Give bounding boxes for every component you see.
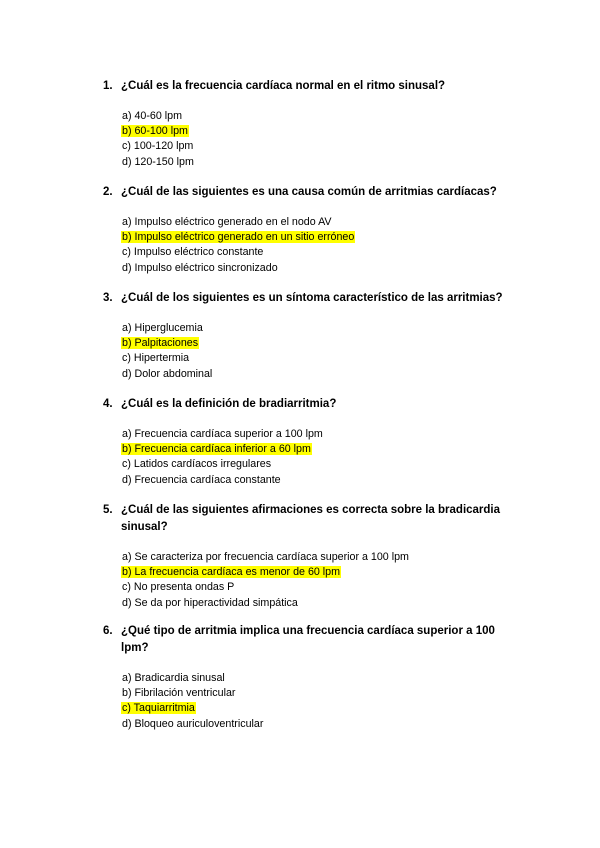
answer-option-text: a) Hiperglucemia — [122, 322, 203, 334]
answer-option-text: b) Impulso eléctrico generado en un sitio erróneo — [122, 231, 355, 244]
answer-option-text: d) Dolor abdominal — [122, 367, 213, 380]
answer-option-text: b) 60-100 lpm — [122, 125, 188, 138]
question-number: 1. — [103, 80, 113, 92]
question-number: 5. — [103, 504, 113, 516]
answer-option-highlighted — [121, 336, 523, 351]
answer-option-highlighted — [121, 565, 523, 580]
question-text: ¿Cuál de las siguientes es una causa común de arritmias cardíacas? — [121, 186, 497, 198]
answer-option-text: a) Se caracteriza por frecuencia cardíaca superior a 100 lpm — [122, 551, 409, 563]
answer-option-text: d) Se da por hiperactividad simpática — [122, 596, 298, 609]
question-heading — [103, 502, 523, 536]
question-text: ¿Cuál de los siguientes es un síntoma característico de las arritmias? — [121, 292, 503, 304]
question-number: 4. — [103, 398, 113, 410]
answer-option-text: c) 100-120 lpm — [122, 140, 194, 153]
answer-option-highlighted — [121, 442, 523, 457]
answer-options — [121, 109, 523, 170]
answer-option — [121, 671, 523, 686]
answer-option — [121, 596, 523, 611]
answer-options — [121, 427, 523, 488]
question-number: 2. — [103, 186, 113, 198]
answer-option-text: d) 120-150 lpm — [122, 155, 194, 168]
question-heading — [103, 78, 523, 95]
answer-option-text: c) Hipertermia — [122, 352, 190, 365]
answer-option — [121, 367, 523, 382]
question-text: ¿Cuál es la definición de bradiarritmia? — [121, 398, 337, 410]
answer-options — [121, 321, 523, 382]
question-2 — [103, 184, 523, 276]
answer-option — [121, 427, 523, 442]
question-text: ¿Qué tipo de arritmia implica una frecuencia cardíaca superior a 100 lpm? — [121, 625, 495, 654]
question-number: 3. — [103, 292, 113, 304]
question-text: ¿Cuál de las siguientes afirmaciones es correcta sobre la bradicardia sinusal? — [121, 504, 501, 533]
answer-option — [121, 717, 523, 732]
answer-option-text: d) Frecuencia cardíaca constante — [122, 473, 281, 486]
answer-option-text: a) 40-60 lpm — [122, 110, 182, 122]
question-heading — [103, 623, 523, 657]
answer-option-text: a) Impulso eléctrico generado en el nodo AV — [122, 216, 332, 228]
answer-option — [121, 457, 523, 472]
question-heading — [103, 290, 523, 307]
answer-option-text: a) Bradicardia sinusal — [122, 672, 225, 684]
answer-option-text: c) Taquiarritmia — [122, 702, 195, 715]
answer-option-text: a) Frecuencia cardíaca superior a 100 lpm — [122, 428, 323, 440]
answer-option — [121, 580, 523, 595]
answer-option-text: d) Bloqueo auriculoventricular — [122, 717, 264, 730]
question-4 — [103, 396, 523, 488]
question-heading — [103, 184, 523, 201]
answer-option-highlighted — [121, 701, 523, 716]
answer-options — [121, 671, 523, 732]
answer-option-text: b) Fibrilación ventricular — [122, 687, 236, 700]
question-6 — [103, 623, 523, 732]
question-heading — [103, 396, 523, 413]
answer-option — [121, 245, 523, 260]
question-1 — [103, 78, 523, 170]
answer-option — [121, 155, 523, 170]
question-3 — [103, 290, 523, 382]
question-5 — [103, 502, 523, 611]
answer-option-text: c) Latidos cardíacos irregulares — [122, 458, 272, 471]
answer-option — [121, 351, 523, 366]
answer-option — [121, 473, 523, 488]
answer-option-text: b) Palpitaciones — [122, 337, 199, 350]
answer-option-text: c) No presenta ondas P — [122, 581, 235, 594]
answer-option — [121, 321, 523, 336]
answer-option — [121, 139, 523, 154]
answer-options — [121, 550, 523, 611]
question-number: 6. — [103, 625, 113, 637]
answer-option-highlighted — [121, 230, 523, 245]
answer-option — [121, 550, 523, 565]
answer-option-text: d) Impulso eléctrico sincronizado — [122, 261, 278, 274]
answer-option — [121, 215, 523, 230]
answer-option — [121, 261, 523, 276]
answer-option-text: b) La frecuencia cardíaca es menor de 60 lpm — [122, 566, 341, 579]
answer-option — [121, 109, 523, 124]
answer-option-highlighted — [121, 124, 523, 139]
answer-option-text: c) Impulso eléctrico constante — [122, 246, 264, 259]
answer-options — [121, 215, 523, 276]
question-text: ¿Cuál es la frecuencia cardíaca normal en el ritmo sinusal? — [121, 80, 446, 92]
answer-option-text: b) Frecuencia cardíaca inferior a 60 lpm — [122, 443, 311, 456]
answer-option — [121, 686, 523, 701]
